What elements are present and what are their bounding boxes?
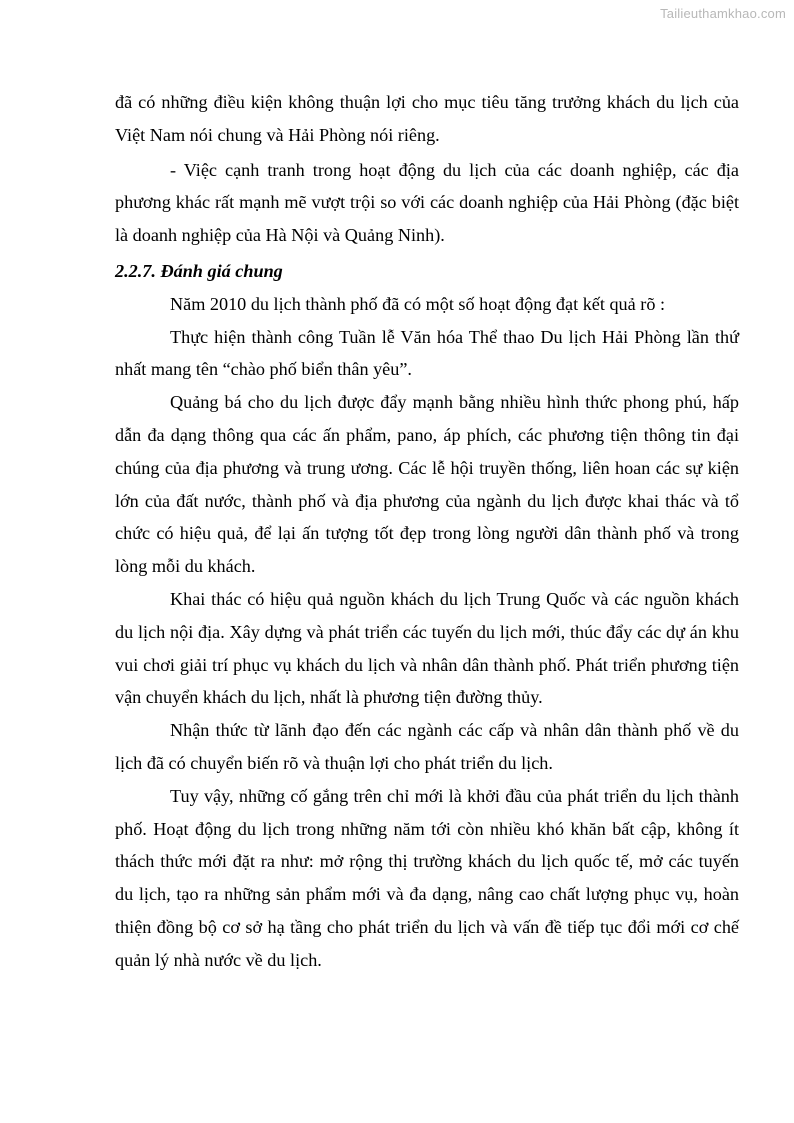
watermark-text: Tailieuthamkhao.com (660, 6, 786, 21)
document-body (115, 86, 739, 977)
paragraph-competition: - Việc cạnh tranh trong hoạt động du lịch của các doanh nghiệp, các địa phương khác rất mạnh mẽ vượt trội so với các doanh nghiệp của Hải Phòng (đặc biệt là doanh nghiệp của Hà Nội và Quảng Ninh). (115, 159, 739, 246)
paragraph-continuation: đã có những điều kiện không thuận lợi cho mục tiêu tăng trưởng khách du lịch của Việt Nam nói chung và Hải Phòng nói riêng. (115, 92, 739, 145)
paragraph-challenges: Tuy vậy, những cố gắng trên chỉ mới là khởi đầu của phát triển du lịch thành phố. Hoạt động du lịch trong những năm tới còn nhiều khó khăn bất cập, không ít thách thức mới đặt ra như: mở rộng thị trường khách du lịch quốc tế, mở các tuyến du lịch, tạo ra những sản phẩm mới và đa dạng, nâng cao chất lượng phục vụ, hoàn thiện đồng bộ cơ sở hạ tầng cho phát triển du lịch và vấn đề tiếp tục đổi mới cơ chế quản lý nhà nước về du lịch. (115, 785, 739, 970)
paragraph-culture-week: Thực hiện thành công Tuần lễ Văn hóa Thể thao Du lịch Hải Phòng lần thứ nhất mang tên “chào phố biển thân yêu”. (115, 326, 739, 380)
paragraph-exploitation: Khai thác có hiệu quả nguồn khách du lịch Trung Quốc và các nguồn khách du lịch nội địa. Xây dựng và phát triển các tuyến du lịch mới, thúc đẩy các dự án khu vui chơi giải trí phục vụ khách du lịch và nhân dân thành phố. Phát triển phương tiện vận chuyển khách du lịch, nhất là phương tiện đường thủy. (115, 588, 739, 708)
paragraph-awareness: Nhận thức từ lãnh đạo đến các ngành các cấp và nhân dân thành phố về du lịch đã có chuyển biến rõ và thuận lợi cho phát triển du lịch. (115, 720, 739, 773)
paragraph-intro: Năm 2010 du lịch thành phố đã có một số hoạt động đạt kết quả rõ : (170, 293, 666, 314)
paragraph-promotion: Quảng bá cho du lịch được đẩy mạnh bằng nhiều hình thức phong phú, hấp dẫn đa dạng thông qua các ấn phẩm, pano, áp phích, các phương tiện thông tin đại chúng của địa phương và trung ương. Các lễ hội truyền thống, liên hoan các sự kiện lớn của đất nước, thành phố và địa phương của ngành du lịch được khai thác và tổ chức có hiệu quả, để lại ấn tượng tốt đẹp trong lòng người dân thành phố và trong lòng mỗi du khách. (115, 392, 739, 577)
section-heading: 2.2.7. Đánh giá chung (115, 260, 283, 281)
